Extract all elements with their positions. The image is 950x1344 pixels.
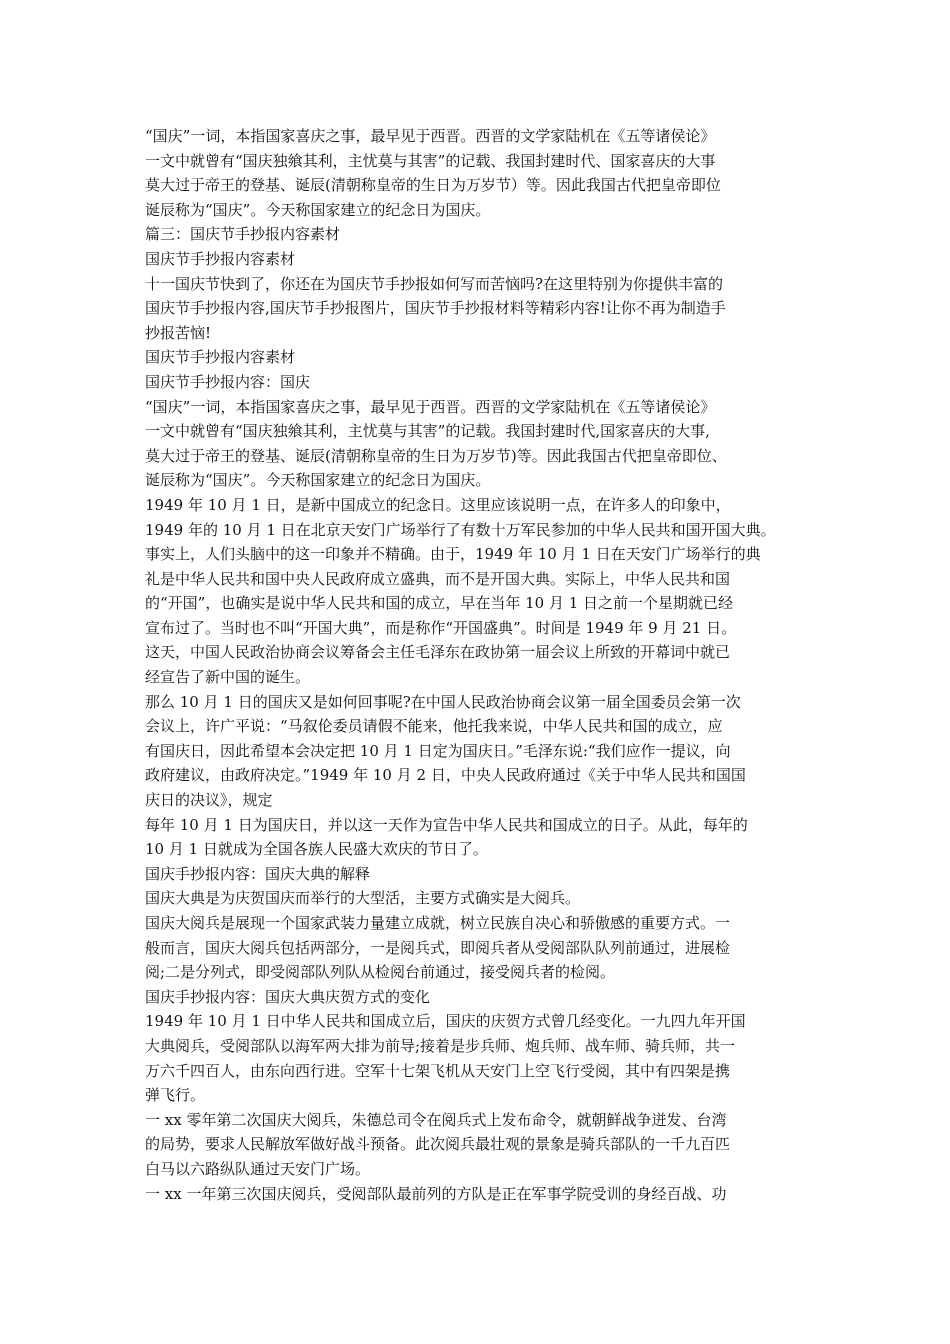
text-line: 宣布过了。当时也不叫“开国大典”，而是称作“开国盛典”。时间是 1949 年 9 月 21 日。 — [145, 618, 737, 637]
text-line: 每年 10 月 1 日为国庆日，并以这一天作为宣告中华人民共和国成立的日子。从此，每年的 — [145, 815, 748, 834]
text-line: 国庆大阅兵是展现一个国家武装力量建立成就，树立民族自决心和骄傲感的重要方式。一 — [145, 914, 731, 932]
section-subheading: 国庆节手抄报内容素材 — [145, 249, 296, 268]
document-body — [145, 124, 825, 1206]
text-line: 国庆大典是为庆贺国庆而举行的大型活，主要方式确实是大阅兵。 — [145, 889, 581, 908]
text-line: 一 xx 一年第三次国庆阅兵，受阅部队最前列的方队是正在军事学院受训的身经百战、功 — [145, 1184, 727, 1203]
text-line: 那么 10 月 1 日的国庆又是如何回事呢?在中国人民政治协商会议第一届全国委员会第一次 — [145, 692, 741, 711]
text-line: 这天，中国人民政治协商会议筹备会主任毛泽东在政协第一届会议上所致的开幕词中就已 — [145, 643, 731, 662]
text-line: 抄报苦恼! — [145, 323, 212, 342]
text-line: 经宣告了新中国的诞生。 — [145, 668, 311, 687]
text-line: “国庆”一词，本指国家喜庆之事，最早见于西晋。西晋的文学家陆机在《五等诸侯论》 — [145, 127, 716, 145]
text-line: 莫大过于帝王的登基、诞辰(清朝称皇帝的生日为万岁节）等。因此我国古代把皇帝即位 — [145, 176, 721, 195]
text-line: 弹飞行。 — [145, 1086, 206, 1105]
text-line: 1949 年 10 月 1 日，是新中国成立的纪念日。这里应该说明一点，在许多人的印象中， — [145, 495, 731, 514]
text-line: 1949 年的 10 月 1 日在北京天安门广场举行了有数十万军民参加的中华人民共和国开国大典。 — [145, 520, 776, 539]
text-line: 阅;二是分列式，即受阅部队列队从检阅台前通过，接受阅兵者的检阅。 — [145, 963, 616, 982]
text-line: “国庆”一词，本指国家喜庆之事，最早见于西晋。西晋的文学家陆机在《五等诸侯论》 — [145, 397, 716, 416]
text-line: 政府建议，由政府决定。”1949 年 10 月 2 日，中央人民政府通过《关于中华人民共和国国 — [145, 766, 746, 785]
text-line: 大典阅兵，受阅部队以海军两大排为前导;接着是步兵师、炮兵师、战车师、骑兵师，共一 — [145, 1036, 736, 1055]
text-line: 万六千四百人，由东向西行进。空军十七架飞机从天安门上空飞行受阅，其中有四架是携 — [145, 1061, 731, 1080]
section-subheading: 国庆节手抄报内容：国庆 — [145, 372, 311, 391]
text-line: 会议上，许广平说：“马叙伦委员请假不能来，他托我来说，中华人民共和国的成立，应 — [145, 717, 723, 736]
text-line: 十一国庆节快到了，你还在为国庆节手抄报如何写而苦恼吗?在这里特别为你提供丰富的 — [145, 274, 724, 293]
text-line: 的“开国”，也确实是说中华人民共和国的成立，早在当年 10 月 1 日之前一个星期就已经 — [145, 594, 734, 613]
text-line: 诞辰称为“国庆”。今天称国家建立的纪念日为国庆。 — [145, 471, 491, 490]
section-subheading: 国庆节手抄报内容素材 — [145, 348, 296, 367]
text-line: 的局势，要求人民解放军做好战斗预备。此次阅兵最壮观的景象是骑兵部队的一千九百匹 — [145, 1135, 731, 1154]
text-line: 庆日的决议》，规定 — [145, 791, 273, 810]
text-line: 般而言，国庆大阅兵包括两部分，一是阅兵式，即阅兵者从受阅部队队列前通过，进展检 — [145, 938, 731, 957]
text-line: 礼是中华人民共和国中央人民政府成立盛典，而不是开国大典。实际上，中华人民共和国 — [145, 569, 731, 588]
text-line: 国庆节手抄报内容,国庆节手抄报图片，国庆节手抄报材料等精彩内容!让你不再为制造手 — [145, 299, 726, 318]
text-line: 有国庆日，因此希望本会决定把 10 月 1 日定为国庆日。”毛泽东说:“我们应作一提议，向 — [145, 741, 731, 760]
text-line: 10 月 1 日就成为全国各族人民盛大欢庆的节日了。 — [145, 840, 488, 859]
section-subheading: 国庆手抄报内容：国庆大典庆贺方式的变化 — [145, 987, 431, 1006]
text-line: 莫大过于帝王的登基、诞辰(清朝称皇帝的生日为万岁节)等。因此我国古代把皇帝即位、 — [145, 446, 727, 465]
text-line: 一文中就曾有“国庆独飨其利，主忧莫与其害”的记载。我国封建时代,国家喜庆的大事, — [145, 422, 710, 441]
section-subheading: 国庆手抄报内容：国庆大典的解释 — [145, 864, 371, 883]
text-line: 诞辰称为“国庆”。今天称国家建立的纪念日为国庆。 — [145, 200, 491, 219]
text-line: 1949 年 10 月 1 日中华人民共和国成立后，国庆的庆贺方式曾几经变化。一九四九年开国 — [145, 1012, 746, 1031]
text-line: 一文中就曾有“国庆独飨其利，主忧莫与其害”的记载、我国封建时代、国家喜庆的大事 — [145, 151, 716, 170]
text-line: 事实上，人们头脑中的这一印象并不精确。由于，1949 年 10 月 1 日在天安门广场举行的典 — [145, 545, 761, 564]
text-line: 白马以六路纵队通过天安门广场。 — [145, 1159, 371, 1178]
section-heading: 篇三：国庆节手抄报内容素材 — [145, 225, 341, 244]
text-line: 一 xx 零年第二次国庆大阅兵，朱德总司令在阅兵式上发布命令，就朝鲜战争迸发、台湾 — [145, 1110, 727, 1129]
